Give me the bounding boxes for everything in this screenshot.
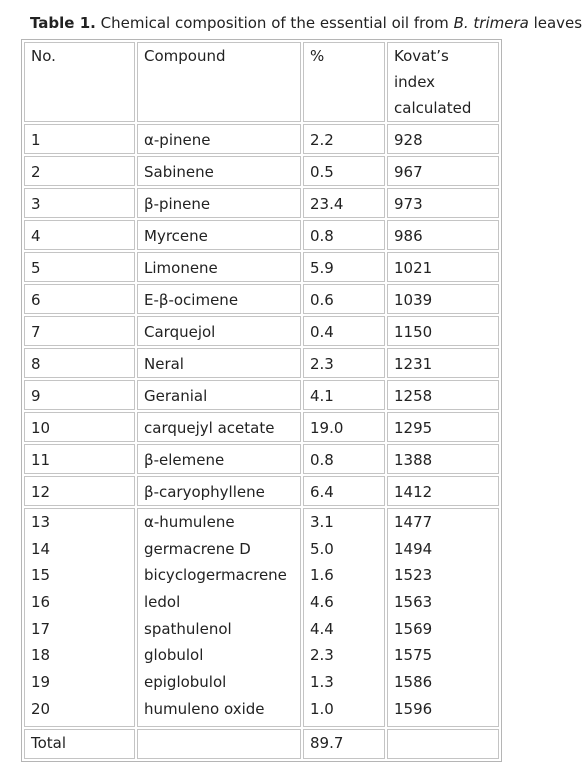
header-no: No. xyxy=(24,42,135,122)
total-cell-kovats xyxy=(387,729,499,759)
cell-percent-group xyxy=(303,508,385,727)
cell-percent: 23.4 xyxy=(303,188,385,218)
cell-percent: 1.3 xyxy=(310,673,334,692)
cell-no: 13 xyxy=(31,513,51,531)
cell-kovats: 986 xyxy=(387,220,499,250)
cell-no: 1 xyxy=(24,124,135,154)
cell-percent: 4.1 xyxy=(303,380,385,410)
caption-species: B. trimera xyxy=(453,14,529,32)
cell-compound: Geranial xyxy=(137,380,301,410)
cell-percent: 2.3 xyxy=(310,646,334,665)
cell-no: 14 xyxy=(31,539,51,558)
cell-kovats: 1388 xyxy=(387,444,499,474)
header-kovats xyxy=(387,42,499,122)
cell-compound: germacrene D xyxy=(144,539,251,558)
cell-no: 4 xyxy=(24,220,135,250)
header-percent: % xyxy=(303,42,385,122)
cell-no: 9 xyxy=(24,380,135,410)
cell-kovats: 1569 xyxy=(394,619,433,638)
cell-compound: Limonene xyxy=(137,252,301,282)
caption-suffix: leaves xyxy=(533,14,582,32)
cell-kovats: 967 xyxy=(387,156,499,186)
cell-no: 12 xyxy=(24,476,135,506)
header-row xyxy=(24,42,499,122)
cell-percent: 5.9 xyxy=(303,252,385,282)
cell-percent: 19.0 xyxy=(303,412,385,442)
cell-no: 16 xyxy=(31,593,51,612)
cell-no: 19 xyxy=(31,673,51,692)
table-row xyxy=(24,476,499,506)
table-row xyxy=(24,220,499,250)
cell-compound: β-pinene xyxy=(137,188,301,218)
cell-compound: β-elemene xyxy=(137,444,301,474)
cell-percent: 0.5 xyxy=(303,156,385,186)
cell-no: 8 xyxy=(24,348,135,378)
table-row xyxy=(24,252,499,282)
cell-kovats-group xyxy=(387,508,499,727)
cell-kovats: 1596 xyxy=(394,699,433,718)
cell-percent: 0.6 xyxy=(303,284,385,314)
cell-kovats: 1150 xyxy=(387,316,499,346)
cell-no: 10 xyxy=(24,412,135,442)
cell-no: 18 xyxy=(31,646,51,665)
caption-label: Table 1. xyxy=(30,14,96,32)
cell-compound: β-caryophyllene xyxy=(137,476,301,506)
table-caption xyxy=(30,13,582,33)
cell-no: 15 xyxy=(31,566,51,585)
cell-kovats: 1231 xyxy=(387,348,499,378)
cell-compound: Sabinene xyxy=(137,156,301,186)
cell-kovats: 1295 xyxy=(387,412,499,442)
cell-compound: E-β-ocimene xyxy=(137,284,301,314)
cell-kovats: 973 xyxy=(387,188,499,218)
cell-compound: ledol xyxy=(144,593,181,612)
table-row xyxy=(24,412,499,442)
cell-kovats: 1523 xyxy=(394,566,433,585)
cell-compound: α-pinene xyxy=(137,124,301,154)
cell-kovats: 1586 xyxy=(394,673,433,692)
cell-no: 17 xyxy=(31,619,51,638)
cell-kovats: 1563 xyxy=(394,593,433,612)
cell-percent: 4.6 xyxy=(310,593,334,612)
cell-kovats: 1258 xyxy=(387,380,499,410)
cell-compound: Myrcene xyxy=(137,220,301,250)
cell-percent: 5.0 xyxy=(310,539,334,558)
table-row xyxy=(24,284,499,314)
cell-compound-group xyxy=(137,508,301,727)
cell-no: 3 xyxy=(24,188,135,218)
table-row xyxy=(24,156,499,186)
cell-compound: spathulenol xyxy=(144,619,232,638)
cell-percent: 1.0 xyxy=(310,699,334,718)
cell-no: 20 xyxy=(31,699,51,718)
cell-percent: 0.4 xyxy=(303,316,385,346)
composition-table xyxy=(21,39,502,762)
table-row-group xyxy=(24,508,499,727)
cell-kovats: 928 xyxy=(387,124,499,154)
table-row xyxy=(24,316,499,346)
cell-compound: Neral xyxy=(137,348,301,378)
cell-percent: 1.6 xyxy=(310,566,334,585)
caption-text: Chemical composition of the essential oil from xyxy=(100,14,449,32)
cell-percent: 6.4 xyxy=(303,476,385,506)
total-row xyxy=(24,729,499,759)
cell-compound: globulol xyxy=(144,646,204,665)
cell-compound: carquejyl acetate xyxy=(137,412,301,442)
table-row xyxy=(24,444,499,474)
cell-compound: bicyclogermacrene xyxy=(144,566,287,585)
cell-kovats: 1039 xyxy=(387,284,499,314)
total-cell-percent: 89.7 xyxy=(303,729,385,759)
table-row xyxy=(24,380,499,410)
cell-compound: α-humulene xyxy=(144,513,235,531)
cell-percent: 0.8 xyxy=(303,444,385,474)
cell-percent: 3.1 xyxy=(310,513,334,531)
cell-no-group xyxy=(24,508,135,727)
cell-percent: 2.2 xyxy=(303,124,385,154)
cell-kovats: 1021 xyxy=(387,252,499,282)
cell-no: 6 xyxy=(24,284,135,314)
cell-kovats: 1412 xyxy=(387,476,499,506)
cell-percent: 2.3 xyxy=(303,348,385,378)
cell-compound: humuleno oxide xyxy=(144,699,265,718)
cell-no: 11 xyxy=(24,444,135,474)
cell-no: 7 xyxy=(24,316,135,346)
cell-percent: 4.4 xyxy=(310,619,334,638)
cell-compound: Carquejol xyxy=(137,316,301,346)
header-kovats-line2: calculated xyxy=(394,99,472,117)
cell-percent: 0.8 xyxy=(303,220,385,250)
table-body xyxy=(24,42,499,759)
cell-kovats: 1575 xyxy=(394,646,433,665)
cell-kovats: 1477 xyxy=(394,513,433,531)
table-row xyxy=(24,124,499,154)
total-cell-compound xyxy=(137,729,301,759)
header-compound: Compound xyxy=(137,42,301,122)
table-row xyxy=(24,188,499,218)
table-row xyxy=(24,348,499,378)
cell-no: 2 xyxy=(24,156,135,186)
cell-kovats: 1494 xyxy=(394,539,433,558)
header-kovats-line1: Kovat’s index xyxy=(394,47,449,91)
cell-compound: epiglobulol xyxy=(144,673,227,692)
total-cell-no: Total xyxy=(24,729,135,759)
cell-no: 5 xyxy=(24,252,135,282)
